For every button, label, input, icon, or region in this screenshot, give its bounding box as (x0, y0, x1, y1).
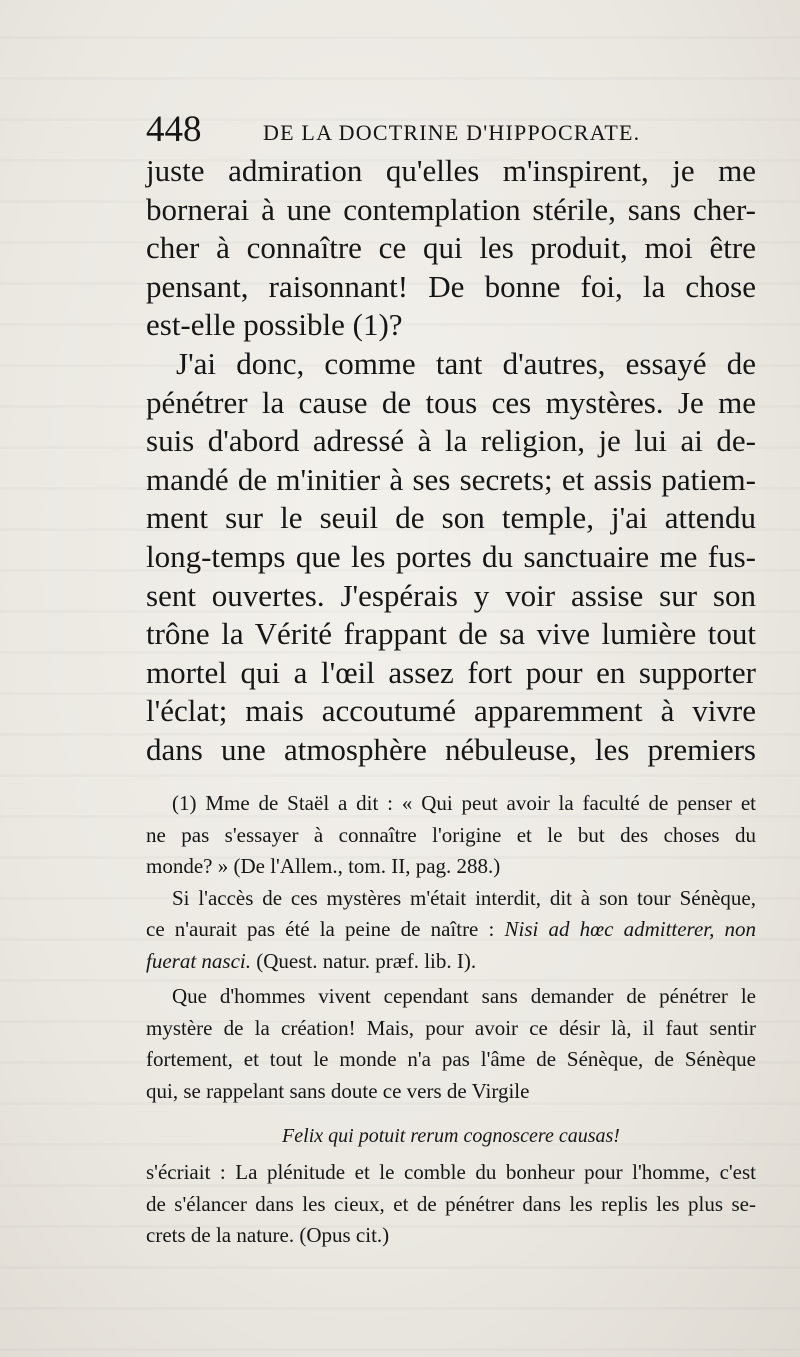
main-text (146, 152, 756, 770)
page-header (146, 110, 756, 150)
text-line: pénétrer la cause de tous ces mystères. Je me (146, 384, 756, 420)
footnote-line: monde? » (De l'Allem., tom. II, pag. 288.) (146, 854, 501, 878)
text-line: sent ouvertes. J'espérais y voir assise sur son (146, 577, 756, 613)
footnote-line (146, 914, 756, 946)
footnote-line: (1) Mme de Staël a dit : « Qui peut avoir la faculté de penser et (172, 791, 756, 815)
footnote-line: qui, se rappelant sans doute ce vers de Virgile (146, 1078, 530, 1103)
footnotes (146, 788, 756, 1252)
running-title: DE LA DOCTRINE D'HIPPOCRATE. (263, 120, 641, 145)
text-line: suis d'abord adressé à la religion, je lui ai de- (146, 423, 756, 459)
text-line: juste admiration qu'elles m'inspirent, je me (146, 153, 756, 188)
footnote-text: ce n'aurait pas été la peine de naître : (146, 917, 495, 941)
text-line: cher à connaître ce qui les produit, moi être (146, 230, 756, 266)
footnote-line: Que d'hommes vivent cependant sans demander de pénétrer le (172, 984, 756, 1008)
text-line: est-elle possible (1)? (146, 307, 403, 343)
footnote-line: Si l'accès de ces mystères m'était interdit, dit à son tour Sénèque, (172, 885, 756, 910)
text-line: l'éclat; mais accoutumé apparemment à vivre (146, 693, 756, 729)
footnote-citation: (Quest. natur. præf. lib. I). (256, 948, 477, 973)
verse-quote: Felix qui potuit rerum cognoscere causas! (282, 1125, 620, 1147)
text-line: mandé de m'initier à ses secrets; et assis patiem- (146, 461, 756, 497)
latin-quote: fuerat nasci. (146, 948, 251, 973)
text-line: mortel qui a l'œil assez fort pour en supporter (146, 654, 756, 690)
footnote-line: de s'élancer dans les cieux, et de pénétrer dans les replis les plus se- (146, 1191, 756, 1216)
latin-quote: Nisi ad hœc admitterer, non (504, 917, 757, 941)
footnote-line: fortement, et tout le monde n'a pas l'âme de Sénèque, de Sénèque (146, 1047, 756, 1071)
text-line: ment sur le seuil de son temple, j'ai attendu (146, 500, 756, 536)
footnote-line (146, 946, 756, 978)
text-line: bornerai à une contemplation stérile, sans cher- (146, 191, 756, 227)
text-line: trône la Vérité frappant de sa vive lumière tout (146, 616, 756, 652)
text-line: pensant, raisonnant! De bonne foi, la chose (146, 268, 756, 304)
page-number: 448 (146, 109, 202, 150)
text-line: dans une atmosphère nébuleuse, les premiers (146, 731, 756, 767)
text-line: J'ai donc, comme tant d'autres, essayé de (176, 345, 756, 381)
text-line: long-temps que les portes du sanctuaire me fus- (146, 538, 756, 574)
footnote-line: s'écriait : La plénitude et le comble du bonheur pour l'homme, c'est (146, 1160, 756, 1184)
footnote-line: ne pas s'essayer à connaître l'origine et le but des choses du (146, 822, 756, 847)
footnote-line: mystère de la création! Mais, pour avoir ce désir là, il faut sentir (146, 1015, 756, 1040)
footnote-line: crets de la nature. (Opus cit.) (146, 1223, 390, 1247)
